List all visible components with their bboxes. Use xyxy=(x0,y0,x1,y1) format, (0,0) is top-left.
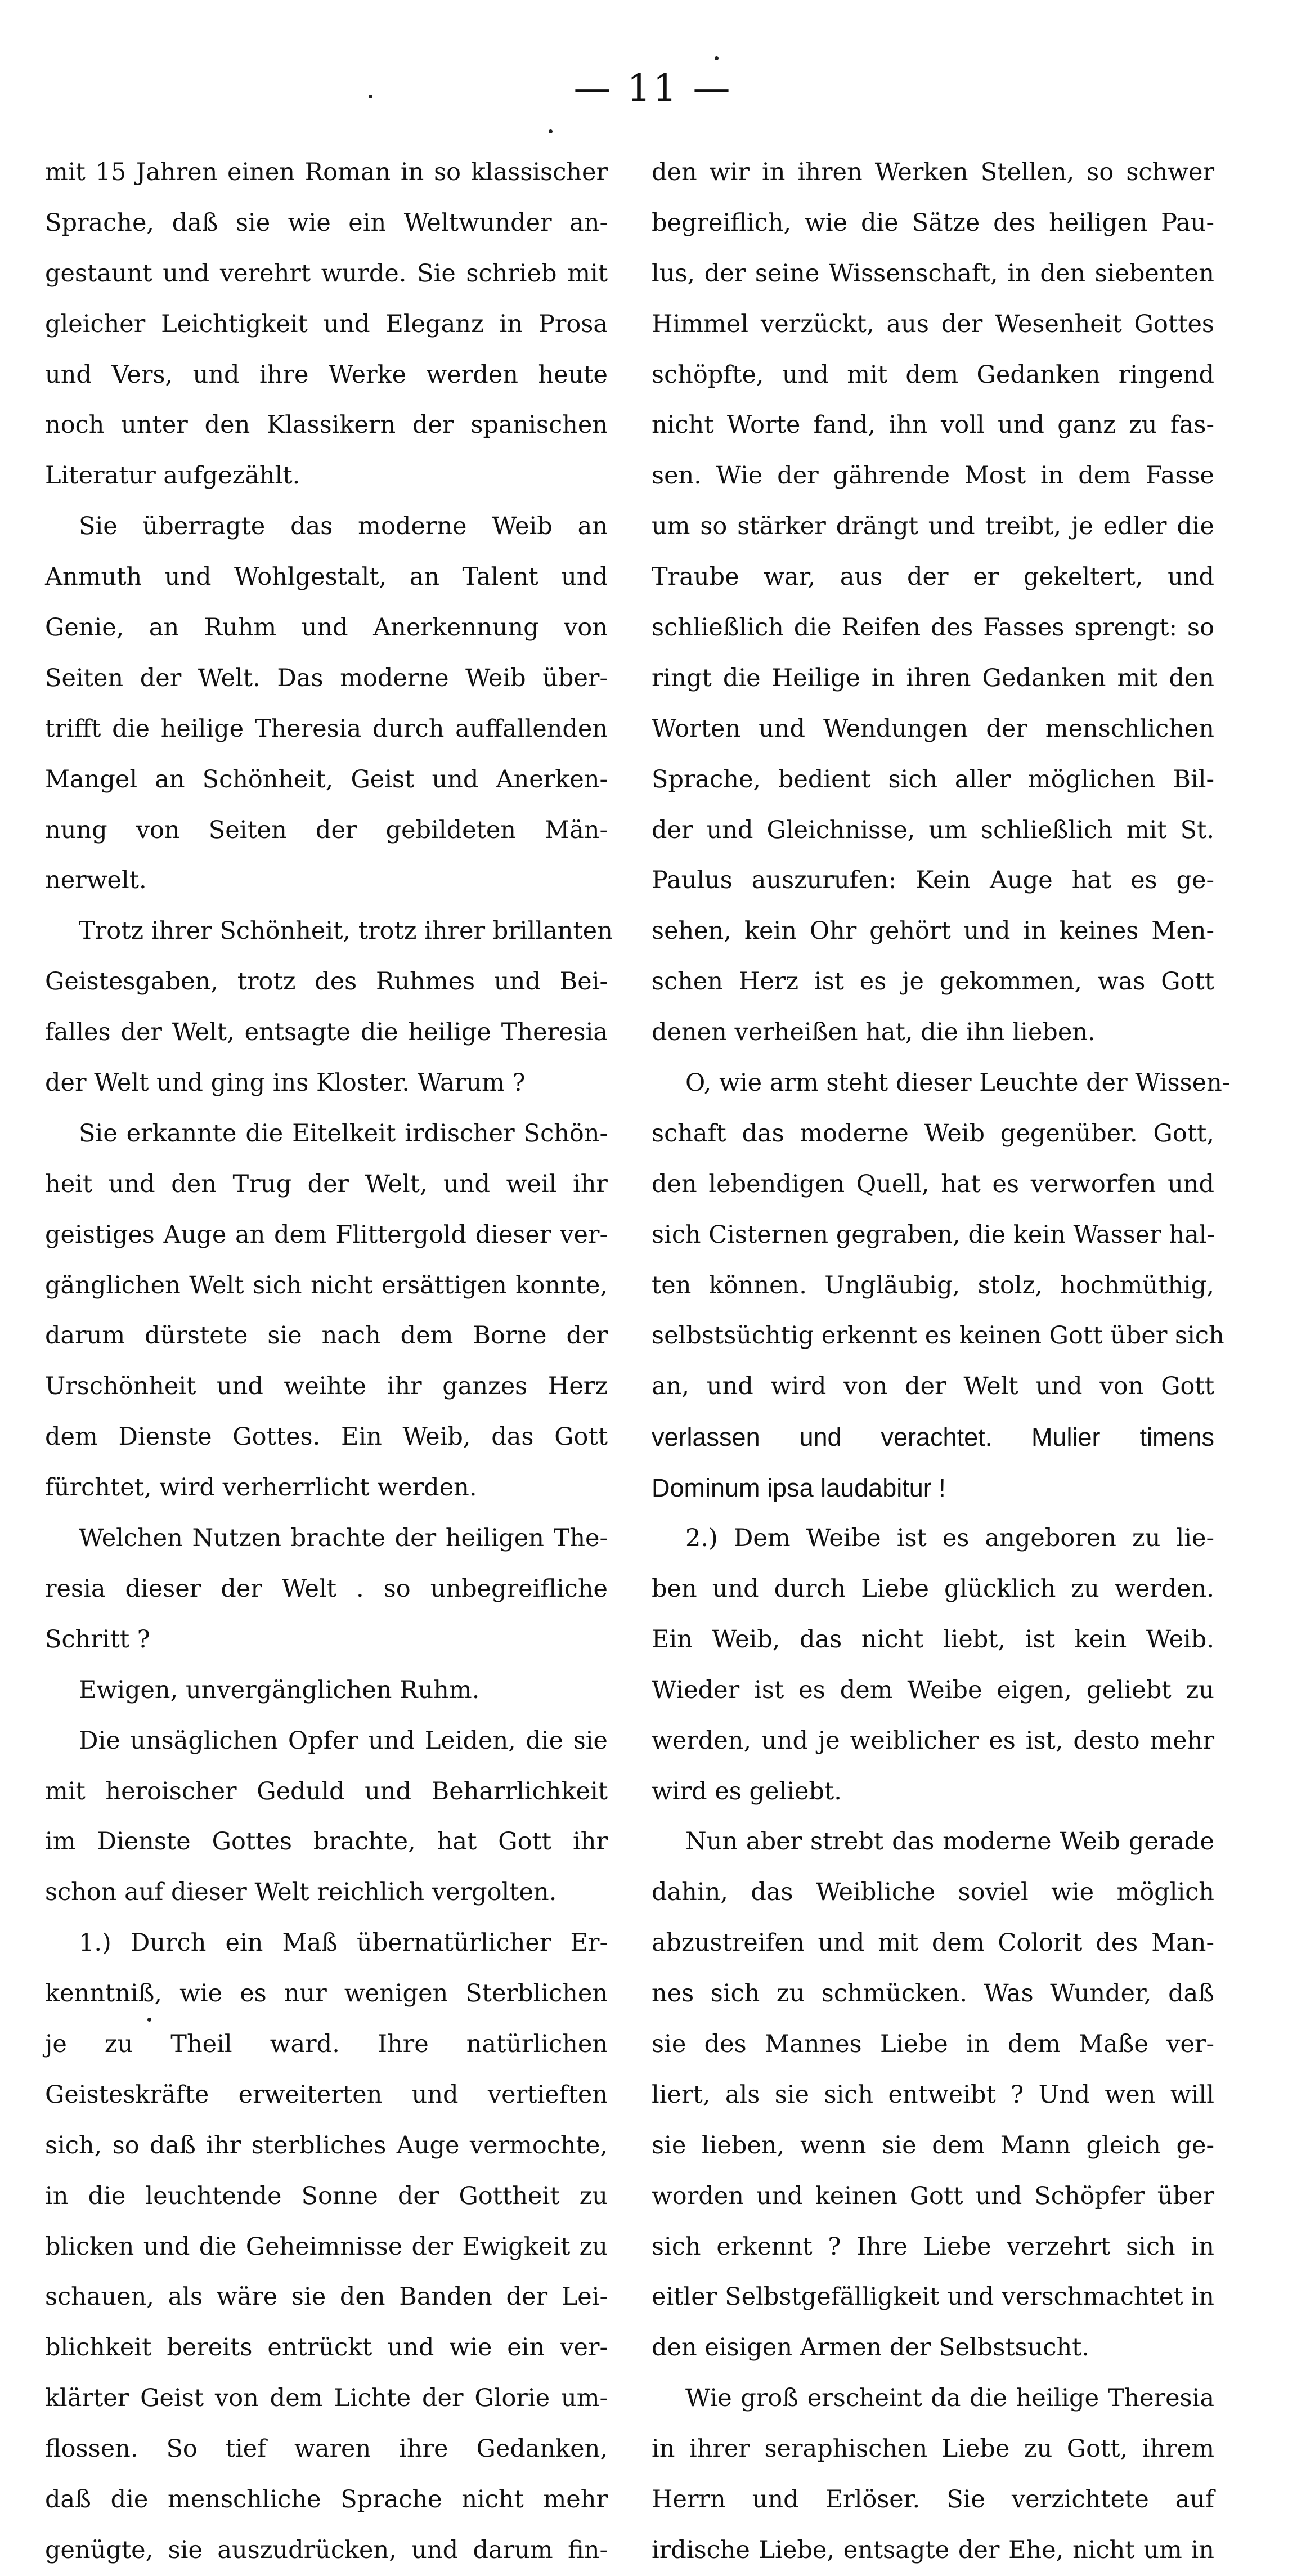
text-line: Trotz ihrer Schönheit, trotz ihrer brillanten xyxy=(79,917,613,946)
text-line: kenntniß, wie es nur wenigen Sterblichen xyxy=(45,1979,608,2008)
text-line: der und Gleichnisse, um schließlich mit St. xyxy=(652,816,1214,844)
text-line: verlassen und verachtet. Mulier timens xyxy=(652,1423,1214,1452)
text-line: Mangel an Schönheit, Geist und Anerken- xyxy=(45,765,608,794)
text-line: begreiflich, wie die Sätze des heiligen Pau- xyxy=(652,208,1214,237)
text-line: schen Herz ist es je gekommen, was Gott xyxy=(652,967,1214,996)
text-line: Schritt ? xyxy=(45,1625,150,1654)
text-line: sehen, kein Ohr gehört und in keines Men- xyxy=(652,917,1214,946)
text-line: Ein Weib, das nicht liebt, ist kein Weib. xyxy=(652,1625,1214,1654)
text-line: Genie, an Ruhm und Anerkennung von xyxy=(45,613,608,642)
text-line: sie lieben, wenn sie dem Mann gleich ge- xyxy=(652,2131,1214,2160)
text-line: eitler Selbstgefälligkeit und verschmachtet in xyxy=(652,2283,1214,2311)
text-line: noch unter den Klassikern der spanischen xyxy=(45,411,608,440)
text-line: flossen. So tief waren ihre Gedanken, xyxy=(45,2435,608,2463)
page-number: — 11 — xyxy=(573,66,733,110)
text-line: blichkeit bereits entrückt und wie ein ver- xyxy=(45,2333,608,2362)
text-line: sich Cisternen gegraben, die kein Wasser hal- xyxy=(652,1220,1215,1249)
text-line: je zu Theil ward. Ihre natürlichen xyxy=(45,2030,608,2058)
text-line: in ihrer seraphischen Liebe zu Gott, ihrem xyxy=(652,2435,1214,2463)
text-line: trifft die heilige Theresia durch auffallenden xyxy=(45,714,608,743)
text-line: dem Dienste Gottes. Ein Weib, das Gott xyxy=(45,1423,608,1451)
text-line: sen. Wie der gährende Most in dem Fasse xyxy=(652,462,1214,490)
text-line: geistiges Auge an dem Flittergold dieser ver- xyxy=(45,1220,608,1249)
text-line: um so stärker drängt und treibt, je edler die xyxy=(652,512,1214,541)
text-line: Urschönheit und weihte ihr ganzes Herz xyxy=(45,1372,608,1401)
text-line: Himmel verzückt, aus der Wesenheit Gottes xyxy=(652,310,1214,338)
text-line: liert, als sie sich entweibt ? Und wen will xyxy=(652,2080,1214,2109)
text-line: Sie überragte das moderne Weib an xyxy=(79,512,608,541)
text-line: ten können. Ungläubig, stolz, hochmüthig, xyxy=(652,1271,1214,1300)
text-line: Wieder ist es dem Weibe eigen, geliebt zu xyxy=(652,1675,1214,1704)
text-line: ringt die Heilige in ihren Gedanken mit den xyxy=(652,664,1214,692)
text-line: den wir in ihren Werken Stellen, so schwer xyxy=(652,158,1214,186)
text-line: an, und wird von der Welt und von Gott xyxy=(652,1372,1214,1401)
text-line: klärter Geist von dem Lichte der Glorie um- xyxy=(45,2384,608,2413)
text-line: Literatur aufgezählt. xyxy=(45,462,300,490)
text-line: Sprache, bedient sich aller möglichen Bil- xyxy=(652,765,1214,794)
text-line: resia dieser der Welt . so unbegreifliche xyxy=(45,1574,608,1603)
text-line: 1.) Durch ein Maß übernatürlicher Er- xyxy=(79,1929,608,1957)
text-line: daß die menschliche Sprache nicht mehr xyxy=(45,2485,608,2514)
text-line: Nun aber strebt das moderne Weib gerade xyxy=(685,1827,1214,1856)
text-line: lus, der seine Wissenschaft, in den siebenten xyxy=(652,259,1214,288)
print-speck xyxy=(715,56,719,60)
text-line: Geisteskräfte erweiterten und vertieften xyxy=(45,2080,608,2109)
text-line: Seiten der Welt. Das moderne Weib über- xyxy=(45,664,608,692)
text-line: O, wie arm steht dieser Leuchte der Wissen- xyxy=(685,1069,1231,1097)
text-line: in die leuchtende Sonne der Gottheit zu xyxy=(45,2181,608,2210)
text-line: mit heroischer Geduld und Beharrlichkeit xyxy=(45,1777,608,1806)
text-line: heit und den Trug der Welt, und weil ihr xyxy=(45,1170,608,1198)
text-line: Worten und Wendungen der menschlichen xyxy=(652,714,1214,743)
text-line: Ewigen, unvergänglichen Ruhm. xyxy=(79,1675,480,1704)
left-text-column xyxy=(45,147,613,2576)
text-line: der Welt und ging ins Kloster. Warum ? xyxy=(45,1069,526,1097)
text-line: Traube war, aus der er gekeltert, und xyxy=(652,563,1214,592)
text-line: schöpfte, und mit dem Gedanken ringend xyxy=(652,360,1214,389)
text-line: genügte, sie auszudrücken, und darum fin- xyxy=(45,2535,608,2564)
text-line: Wie groß erscheint da die heilige Theresia xyxy=(685,2384,1214,2413)
text-line: worden und keinen Gott und Schöpfer über xyxy=(652,2181,1214,2210)
text-line: abzustreifen und mit dem Colorit des Man- xyxy=(652,1929,1214,1957)
text-line: schaft das moderne Weib gegenüber. Gott, xyxy=(652,1119,1214,1148)
text-line: sich erkennt ? Ihre Liebe verzehrt sich in xyxy=(652,2232,1214,2261)
text-line: nes sich zu schmücken. Was Wunder, daß xyxy=(652,1979,1214,2008)
text-line: 2.) Dem Weibe ist es angeboren zu lie- xyxy=(685,1524,1214,1553)
text-line: nung von Seiten der gebildeten Män- xyxy=(45,816,608,844)
text-line: wird es geliebt. xyxy=(652,1777,842,1806)
text-line: schließlich die Reifen des Fasses sprengt: so xyxy=(652,613,1214,642)
text-line: Geistesgaben, trotz des Ruhmes und Bei- xyxy=(45,967,608,996)
text-line: gestaunt und verehrt wurde. Sie schrieb mit xyxy=(45,259,608,288)
right-text-column xyxy=(652,147,1231,2576)
text-line: den eisigen Armen der Selbstsucht. xyxy=(652,2333,1090,2362)
text-line: falles der Welt, entsagte die heilige Theresia xyxy=(45,1018,608,1047)
text-line: sie des Mannes Liebe in dem Maße ver- xyxy=(652,2030,1214,2058)
text-line: selbstsüchtig erkennt es keinen Gott über sich xyxy=(652,1321,1224,1350)
text-line: blicken und die Geheimnisse der Ewigkeit zu xyxy=(45,2232,608,2261)
text-line: Welchen Nutzen brachte der heiligen The- xyxy=(79,1524,608,1553)
text-line: schon auf dieser Welt reichlich vergolten. xyxy=(45,1878,557,1907)
text-line: mit 15 Jahren einen Roman in so klassischer xyxy=(45,158,608,186)
text-line: und Vers, und ihre Werke werden heute xyxy=(45,360,608,389)
text-line: Sie erkannte die Eitelkeit irdischer Schön- xyxy=(79,1119,608,1148)
text-line: im Dienste Gottes brachte, hat Gott ihr xyxy=(45,1827,608,1856)
text-line: nerwelt. xyxy=(45,866,147,895)
text-line: Die unsäglichen Opfer und Leiden, die sie xyxy=(79,1726,608,1755)
text-line: nicht Worte fand, ihn voll und ganz zu fas- xyxy=(652,411,1214,440)
text-line: Herrn und Erlöser. Sie verzichtete auf xyxy=(652,2485,1214,2514)
text-line: schauen, als wäre sie den Banden der Lei- xyxy=(45,2283,608,2311)
text-line: fürchtet, wird verherrlicht werden. xyxy=(45,1473,477,1502)
text-line: gänglichen Welt sich nicht ersättigen konnte, xyxy=(45,1271,608,1300)
text-line: gleicher Leichtigkeit und Eleganz in Prosa xyxy=(45,310,608,338)
text-line: Sprache, daß sie wie ein Weltwunder an- xyxy=(45,208,608,237)
print-speck xyxy=(369,95,372,98)
text-line: irdische Liebe, entsagte der Ehe, nicht um in xyxy=(652,2535,1214,2564)
text-line: werden, und je weiblicher es ist, desto mehr xyxy=(652,1726,1214,1755)
text-line: denen verheißen hat, die ihn lieben. xyxy=(652,1018,1096,1047)
print-speck xyxy=(549,129,553,133)
text-line: ben und durch Liebe glücklich zu werden. xyxy=(652,1574,1214,1603)
text-line: Paulus auszurufen: Kein Auge hat es ge- xyxy=(652,866,1214,895)
text-line: den lebendigen Quell, hat es verworfen und xyxy=(652,1170,1214,1198)
text-line: Anmuth und Wohlgestalt, an Talent und xyxy=(45,563,608,592)
text-line: darum dürstete sie nach dem Borne der xyxy=(45,1321,608,1350)
text-line: Dominum ipsa laudabitur ! xyxy=(652,1473,946,1503)
text-line: sich, so daß ihr sterbliches Auge vermochte, xyxy=(45,2131,608,2160)
text-line: dahin, das Weibliche soviel wie möglich xyxy=(652,1878,1214,1907)
